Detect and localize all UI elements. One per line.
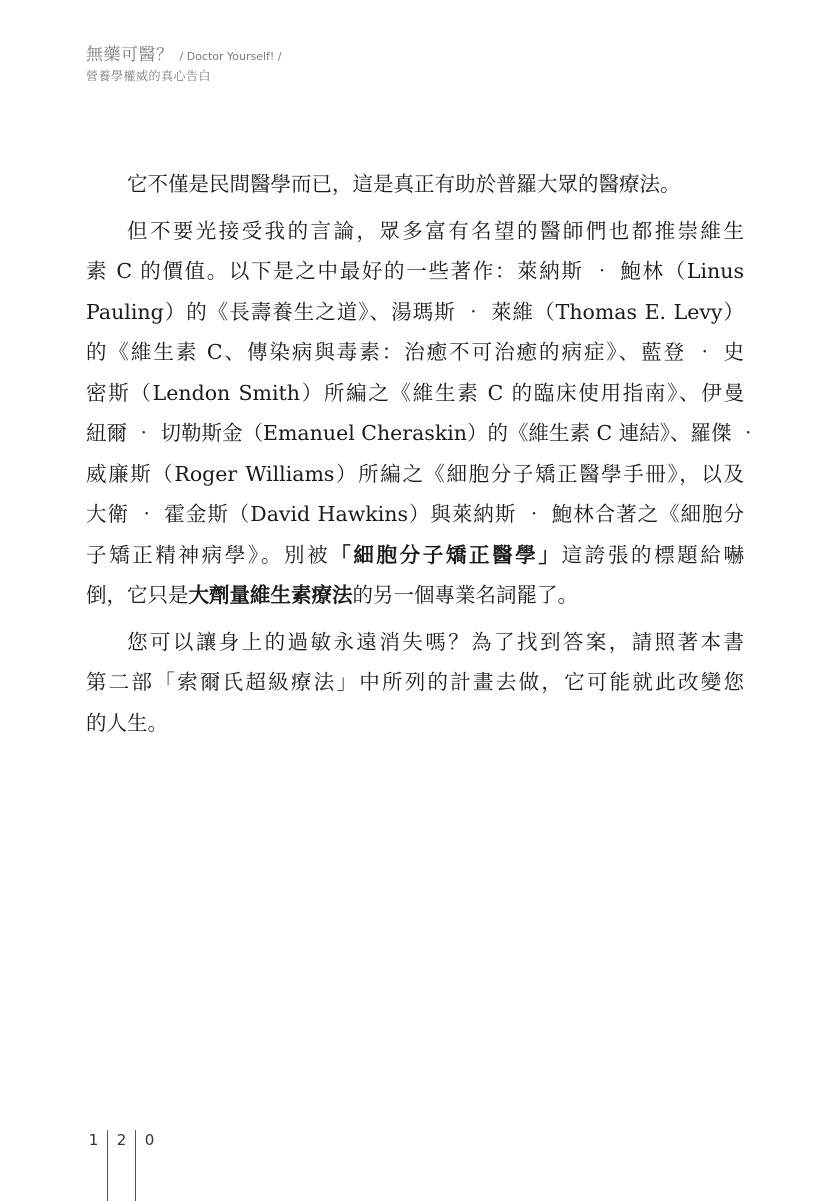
paragraph-line: 您可以讓身上的過敏永遠消失嗎？為了找到答案，請照著本書 <box>127 629 744 654</box>
paragraph-line: 的《維生素 C、傳染病與毒素：治癒不可治癒的病症》、藍登 ‧ 史 <box>86 340 744 364</box>
paragraph-line: 第二部「索爾氏超級療法」中所列的計畫去做，它可能就此改變您 <box>86 670 744 694</box>
paragraph-line: 大衛 ‧ 霍金斯（David Hawkins）與萊納斯 ‧ 鮑林合著之《細胞分 <box>86 502 744 526</box>
emphasized-term: 「細胞分子矯正醫學」 <box>330 542 562 567</box>
paragraph-line: 威廉斯（Roger Williams）所編之《細胞分子矯正醫學手冊》，以及 <box>86 461 744 486</box>
paragraph-line <box>86 575 744 616</box>
text-run: 的另一個專業名詞罷了。 <box>352 583 578 607</box>
text-run: 子矯正精神病學》。別被 <box>86 542 331 567</box>
emphasized-term: 大劑量維生素療法 <box>188 583 353 607</box>
folio-divider <box>135 1130 136 1201</box>
page-number-digit: 1 <box>88 1131 99 1149</box>
paragraph-line: 素 C 的價值。以下是之中最好的一些著作：萊納斯 ‧ 鮑林（Linus <box>86 259 744 283</box>
page-number <box>86 1130 157 1201</box>
page-number-digit: 0 <box>144 1131 155 1149</box>
page-number-digit: 2 <box>116 1131 127 1149</box>
body-text <box>86 164 759 743</box>
text-run: 這誇張的標題給嚇 <box>561 542 745 567</box>
folio-divider <box>107 1130 108 1201</box>
book-english-title: / Doctor Yourself! / <box>179 50 282 63</box>
paragraph-line: 紐爾 ‧ 切勒斯金（Emanuel Cheraskin）的《維生素 C 連結》、羅傑 ‧ <box>86 421 759 445</box>
paragraph-3 <box>86 622 744 744</box>
paragraph-line: 的人生。 <box>86 710 168 735</box>
paragraph-line <box>86 535 744 576</box>
book-title: 無藥可醫？ <box>86 45 174 65</box>
paragraph-line: 但不要光接受我的言論，眾多富有名望的醫師們也都推崇維生 <box>127 218 744 243</box>
paragraph-1 <box>86 164 744 205</box>
paragraph-line: 密斯（Lendon Smith）所編之《維生素 C 的臨床使用指南》、伊曼 <box>86 380 744 405</box>
text-run: 倒，它只是 <box>86 583 189 607</box>
paragraph-line: Pauling）的《長壽養生之道》、湯瑪斯 ‧ 萊維（Thomas E. Levy） <box>86 299 744 324</box>
running-header-title-line <box>86 40 486 65</box>
book-subtitle: 營養學權威的真心告白 <box>86 69 212 83</box>
running-header <box>86 40 486 84</box>
paragraph-2 <box>86 211 759 616</box>
paragraph-line: 它不僅是民間醫學而已，這是真正有助於普羅大眾的醫療法。 <box>127 172 681 196</box>
